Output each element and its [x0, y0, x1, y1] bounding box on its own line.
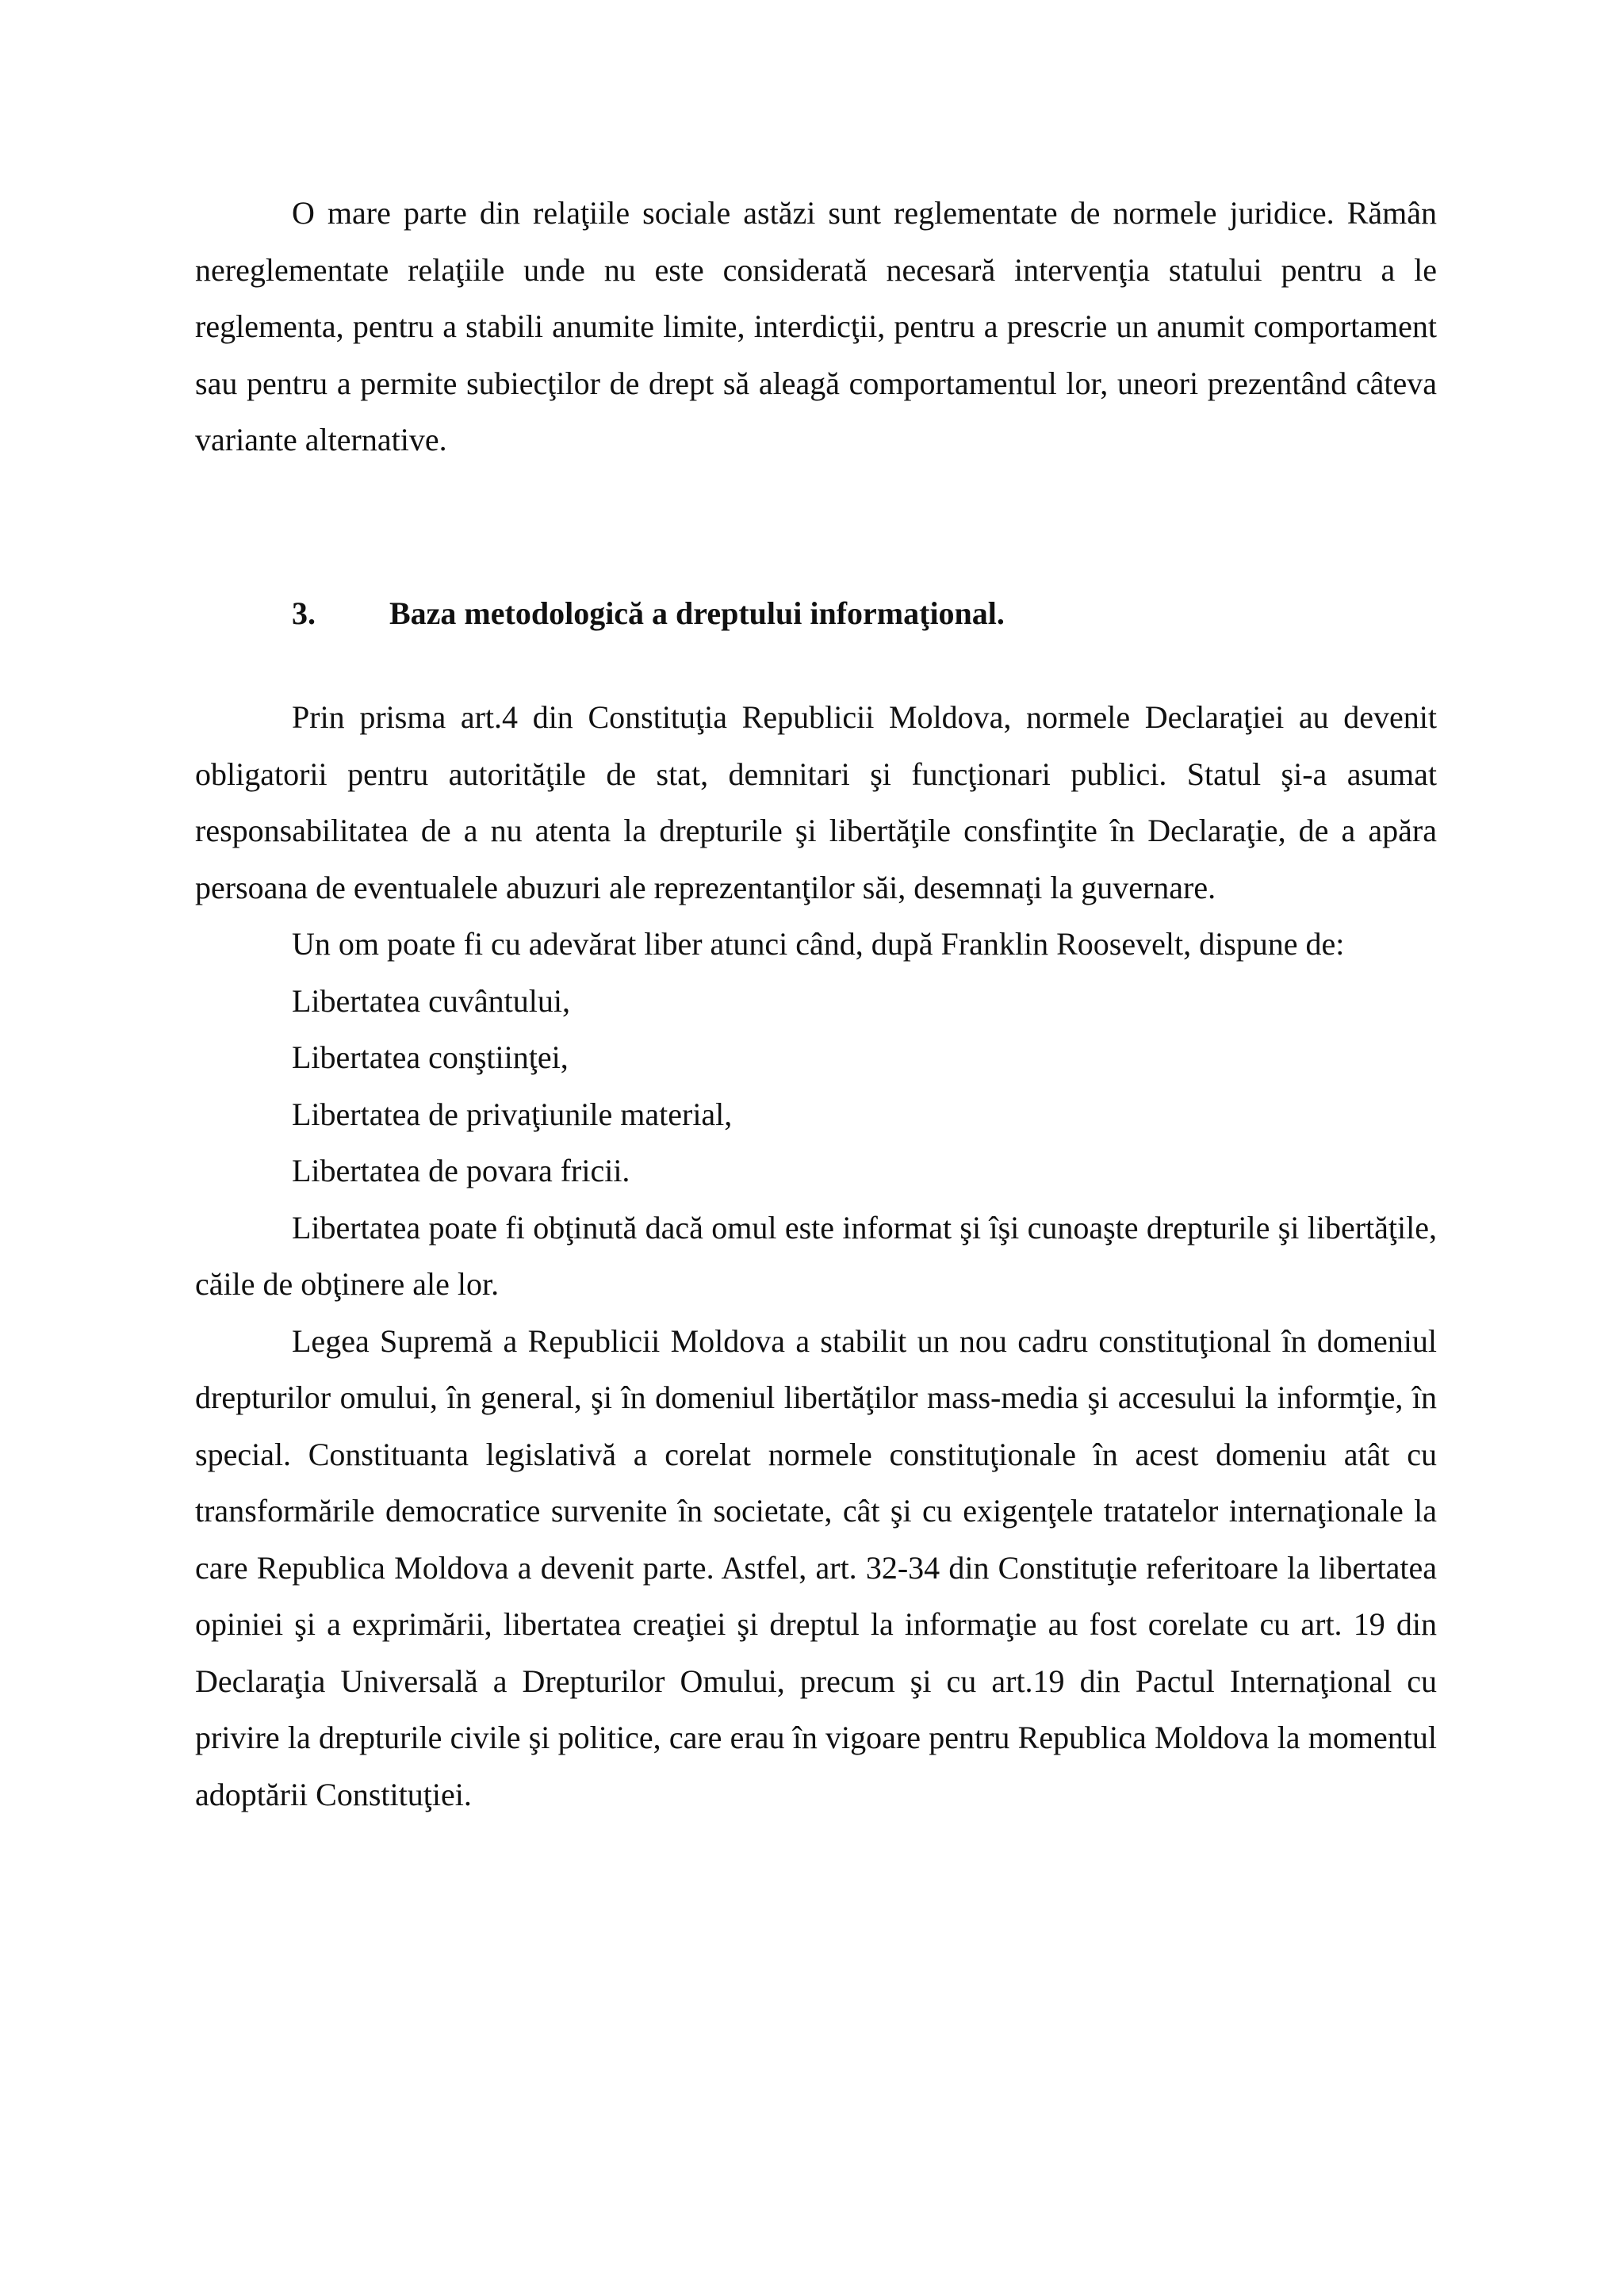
paragraph-constitution: Prin prisma art.4 din Constituţia Republicii Moldova, normele Declaraţiei au devenit obligatorii pentru autorităţile de stat, demnitari şi funcţionari publici. Statul şi-a asumat responsabilitatea de a nu atenta la drepturile şi libertăţile consfinţite în Declaraţie, de a apăra persoana de eventualele abuzuri ale reprezentanţilor săi, desemnaţi la guvernare.: [195, 699, 1437, 905]
document-body: [195, 185, 1437, 1823]
paragraph-roosevelt: Un om poate fi cu adevărat liber atunci când, după Franklin Roosevelt, dispune de:: [292, 926, 1345, 962]
section-spacer: [195, 469, 1437, 585]
section-number: 3.: [292, 595, 316, 631]
paragraph-liberty: Libertatea poate fi obţinută dacă omul este informat şi îşi cunoaşte drepturile şi libertăţile, căile de obţinere ale lor.: [195, 1209, 1437, 1302]
section-heading: [195, 585, 1437, 642]
paragraph-intro: O mare parte din relaţiile sociale astăzi sunt reglementate de normele juridice. Rămân nereglementate relaţiile unde nu este considerată necesară intervenţia statului pentru a le reglementa, pentru a stabili anumite limite, interdicţii, pentru a prescrie un anumit comportament sau pentru a permite subiecţilor de drept să aleagă comportamentul lor, uneori prezentând câteva variante alternative.: [195, 195, 1437, 457]
list-item-freedom: Libertatea de privaţiunile material,: [292, 1096, 733, 1132]
paragraph-supreme-law: Legea Supremă a Republicii Moldova a stabilit un nou cadru constituţional în domeniul drepturilor omului, în general, şi în domeniul libertăţilor mass-media şi accesului la informţie, în special. Constituanta legislativă a corelat normele constituţionale în acest domeniu atât cu transformările democratice survenite în societate, cât şi cu exigenţele tratatelor internaţionale la care Republica Moldova a devenit parte. Astfel, art. 32-34 din Constituţie referitoare la libertatea opiniei şi a exprimării, libertatea creaţiei şi dreptul la informaţie au fost corelate cu art. 19 din Declaraţia Universală a Drepturilor Omului, precum şi cu art.19 din Pactul Internaţional cu privire la drepturile civile şi politice, care erau în vigoare pentru Republica Moldova la momentul adoptării Constituţiei.: [195, 1322, 1437, 1812]
list-item-freedom: Libertatea de povara fricii.: [292, 1153, 630, 1188]
list-item-freedom: Libertatea conştiinţei,: [292, 1039, 569, 1075]
section-title: Baza metodologică a dreptului informaţional.: [389, 595, 1005, 631]
heading-spacer: [195, 641, 1437, 689]
list-item-freedom: Libertatea cuvântului,: [292, 982, 570, 1019]
